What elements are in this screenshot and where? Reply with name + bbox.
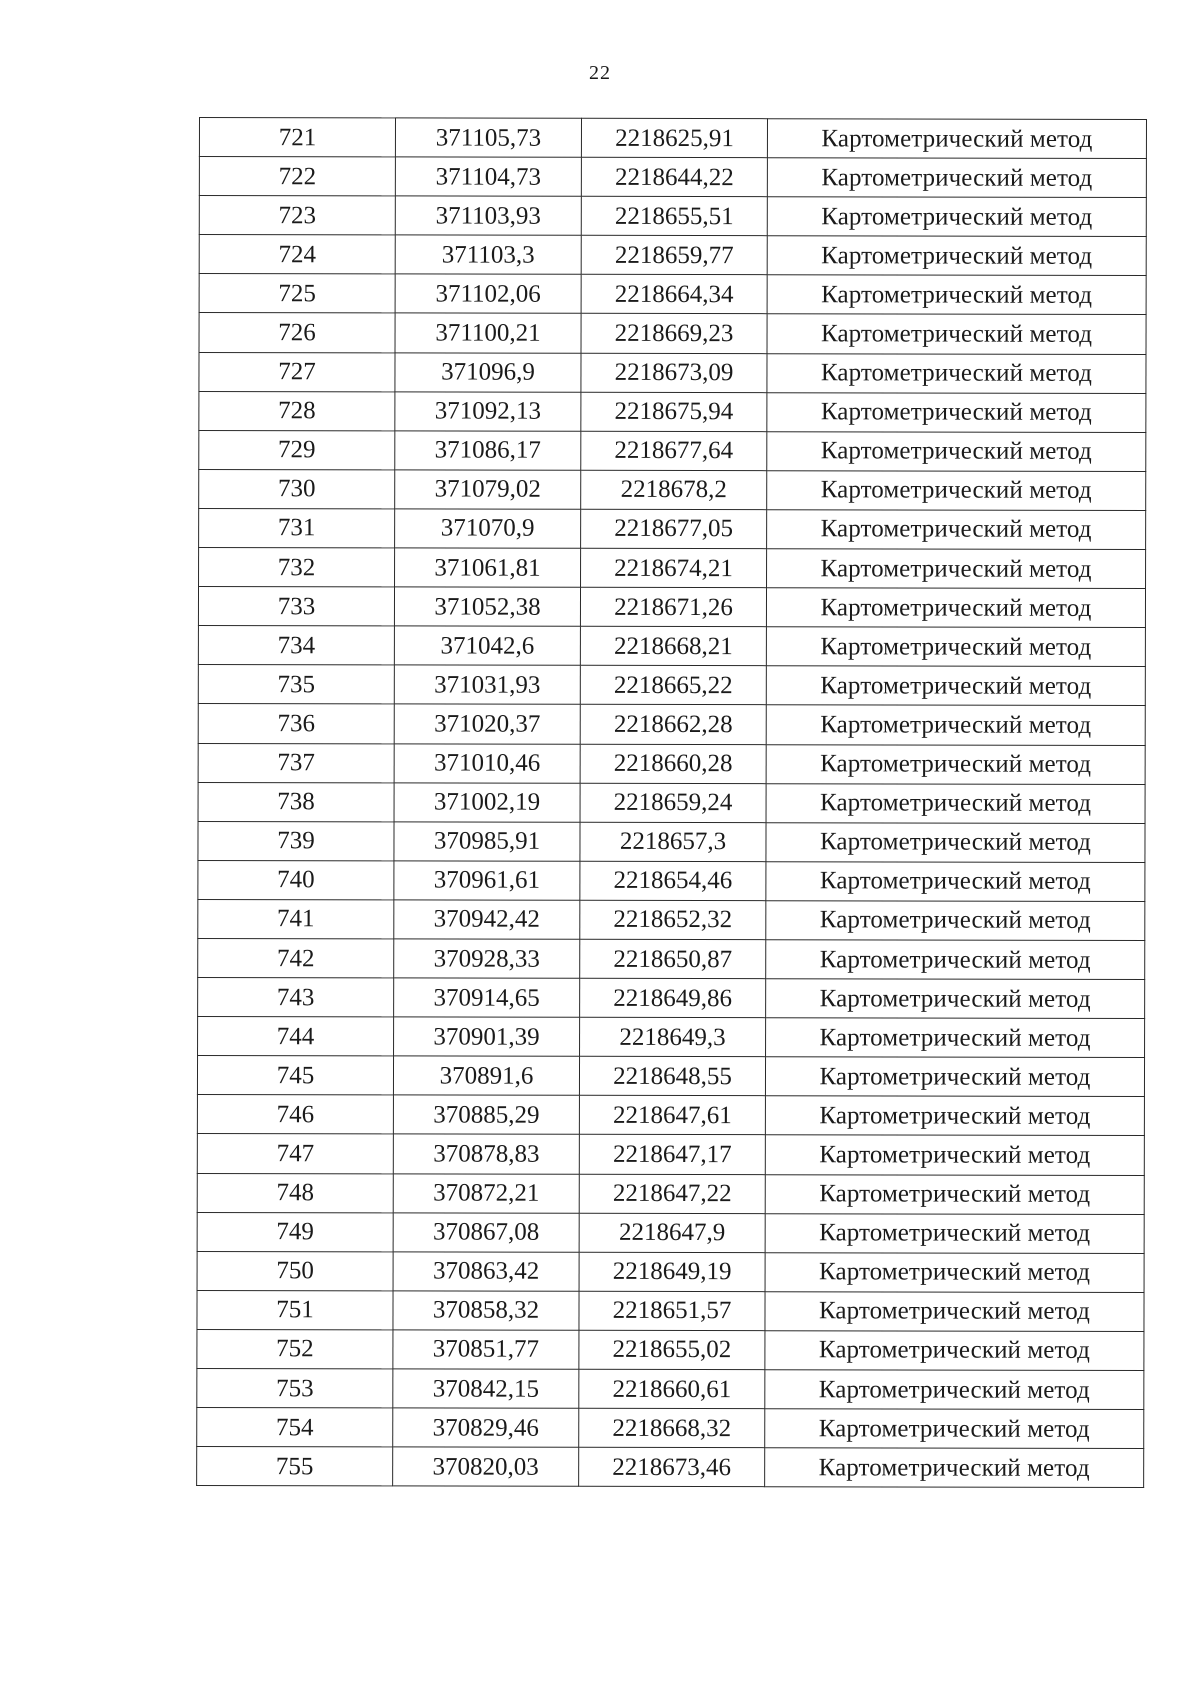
table-row [199, 430, 1146, 471]
y-coordinate-cell: 2218654,46 [580, 861, 766, 900]
x-coordinate-cell: 371092,13 [395, 392, 581, 431]
method-cell: Картометрический метод [765, 1135, 1144, 1175]
y-coordinate-cell: 2218665,22 [580, 666, 766, 705]
table-row [199, 508, 1146, 549]
x-coordinate-cell: 370914,65 [394, 978, 580, 1017]
method-cell: Картометрический метод [765, 1292, 1144, 1332]
table-row [199, 118, 1146, 159]
method-cell: Картометрический метод [765, 1174, 1144, 1214]
x-coordinate-cell: 370867,08 [393, 1213, 579, 1252]
y-coordinate-cell: 2218648,55 [579, 1057, 765, 1096]
x-coordinate-cell: 371103,3 [395, 235, 581, 274]
method-cell: Картометрический метод [766, 940, 1145, 980]
x-coordinate-cell: 370961,61 [394, 861, 580, 900]
method-cell: Картометрический метод [765, 1409, 1144, 1449]
coordinates-table-body [197, 118, 1147, 1488]
y-coordinate-cell: 2218668,21 [580, 627, 766, 666]
method-cell: Картометрический метод [767, 314, 1146, 354]
x-coordinate-cell: 371070,9 [395, 509, 581, 548]
method-cell: Картометрический метод [766, 588, 1145, 628]
point-number-cell: 742 [198, 938, 394, 978]
point-number-cell: 740 [198, 860, 394, 900]
table-row [198, 587, 1145, 628]
table-row [199, 235, 1146, 276]
table-row [197, 1212, 1144, 1253]
table-row [199, 352, 1146, 393]
table-row [197, 1056, 1144, 1097]
point-number-cell: 741 [198, 899, 394, 939]
y-coordinate-cell: 2218649,86 [580, 978, 766, 1017]
y-coordinate-cell: 2218668,32 [579, 1408, 765, 1447]
method-cell: Картометрический метод [767, 275, 1146, 315]
method-cell: Картометрический метод [765, 1331, 1144, 1371]
table-row [198, 1017, 1145, 1058]
x-coordinate-cell: 370858,32 [393, 1291, 579, 1330]
x-coordinate-cell: 371079,02 [395, 470, 581, 509]
y-coordinate-cell: 2218659,77 [581, 236, 767, 275]
method-cell: Картометрический метод [766, 979, 1145, 1019]
table-row [199, 274, 1146, 315]
point-number-cell: 746 [197, 1095, 393, 1135]
y-coordinate-cell: 2218677,05 [581, 509, 767, 548]
x-coordinate-cell: 370885,29 [393, 1095, 579, 1134]
table-row [198, 626, 1145, 667]
x-coordinate-cell: 370872,21 [393, 1173, 579, 1212]
method-cell: Картометрический метод [766, 901, 1145, 941]
method-cell: Картометрический метод [767, 158, 1146, 198]
method-cell: Картометрический метод [766, 666, 1145, 706]
method-cell: Картометрический метод [767, 197, 1146, 237]
method-cell: Картометрический метод [767, 119, 1146, 159]
point-number-cell: 727 [199, 352, 395, 392]
x-coordinate-cell: 371020,37 [394, 704, 580, 743]
x-coordinate-cell: 370901,39 [394, 1017, 580, 1056]
method-cell: Картометрический метод [767, 236, 1146, 276]
table-row [197, 1290, 1144, 1331]
method-cell: Картометрический метод [765, 1096, 1144, 1136]
point-number-cell: 752 [197, 1329, 393, 1369]
x-coordinate-cell: 371103,93 [395, 196, 581, 235]
y-coordinate-cell: 2218647,22 [579, 1174, 765, 1213]
x-coordinate-cell: 371086,17 [395, 431, 581, 470]
method-cell: Картометрический метод [765, 1448, 1144, 1488]
y-coordinate-cell: 2218662,28 [580, 705, 766, 744]
point-number-cell: 749 [197, 1212, 393, 1252]
point-number-cell: 738 [198, 782, 394, 822]
point-number-cell: 735 [198, 665, 394, 705]
page-number: 22 [589, 62, 611, 84]
point-number-cell: 734 [198, 626, 394, 666]
coordinates-table [196, 117, 1147, 1488]
table-row [197, 1329, 1144, 1370]
point-number-cell: 737 [198, 743, 394, 783]
x-coordinate-cell: 370842,15 [393, 1369, 579, 1408]
method-cell: Картометрический метод [765, 1213, 1144, 1253]
method-cell: Картометрический метод [765, 1057, 1144, 1097]
table-row [197, 1251, 1144, 1292]
table-row [198, 782, 1145, 823]
y-coordinate-cell: 2218674,21 [581, 548, 767, 587]
method-cell: Картометрический метод [766, 744, 1145, 784]
y-coordinate-cell: 2218655,51 [581, 196, 767, 235]
x-coordinate-cell: 371010,46 [394, 743, 580, 782]
y-coordinate-cell: 2218660,61 [579, 1369, 765, 1408]
x-coordinate-cell: 370851,77 [393, 1330, 579, 1369]
y-coordinate-cell: 2218647,17 [579, 1135, 765, 1174]
point-number-cell: 755 [197, 1447, 393, 1487]
x-coordinate-cell: 371052,38 [394, 587, 580, 626]
table-row [198, 665, 1145, 706]
table-row [197, 1447, 1144, 1488]
y-coordinate-cell: 2218651,57 [579, 1291, 765, 1330]
x-coordinate-cell: 371102,06 [395, 274, 581, 313]
y-coordinate-cell: 2218649,19 [579, 1252, 765, 1291]
method-cell: Картометрический метод [767, 353, 1146, 393]
table-row [198, 743, 1145, 784]
method-cell: Картометрический метод [766, 705, 1145, 745]
point-number-cell: 744 [198, 1017, 394, 1057]
point-number-cell: 732 [199, 548, 395, 588]
point-number-cell: 730 [199, 469, 395, 509]
point-number-cell: 731 [199, 508, 395, 548]
x-coordinate-cell: 371031,93 [394, 665, 580, 704]
x-coordinate-cell: 370820,03 [393, 1447, 579, 1486]
table-row [199, 313, 1146, 354]
table-row [197, 1095, 1144, 1136]
y-coordinate-cell: 2218647,61 [579, 1096, 765, 1135]
point-number-cell: 736 [198, 704, 394, 744]
table-row [198, 978, 1145, 1019]
x-coordinate-cell: 370891,6 [393, 1056, 579, 1095]
point-number-cell: 725 [199, 274, 395, 314]
method-cell: Картометрический метод [765, 1370, 1144, 1410]
table-row [199, 469, 1146, 510]
point-number-cell: 745 [197, 1056, 393, 1096]
point-number-cell: 723 [199, 196, 395, 236]
y-coordinate-cell: 2218650,87 [580, 939, 766, 978]
point-number-cell: 747 [197, 1134, 393, 1174]
y-coordinate-cell: 2218660,28 [580, 744, 766, 783]
y-coordinate-cell: 2218671,26 [580, 587, 766, 626]
y-coordinate-cell: 2218647,9 [579, 1213, 765, 1252]
method-cell: Картометрический метод [767, 471, 1146, 511]
table-row [199, 157, 1146, 198]
y-coordinate-cell: 2218678,2 [581, 470, 767, 509]
table-row [198, 938, 1145, 979]
y-coordinate-cell: 2218644,22 [581, 157, 767, 196]
y-coordinate-cell: 2218657,3 [580, 822, 766, 861]
x-coordinate-cell: 371104,73 [395, 157, 581, 196]
table-row [197, 1173, 1144, 1214]
method-cell: Картометрический метод [766, 861, 1145, 901]
x-coordinate-cell: 370985,91 [394, 822, 580, 861]
point-number-cell: 729 [199, 430, 395, 470]
x-coordinate-cell: 370928,33 [394, 939, 580, 978]
method-cell: Картометрический метод [767, 431, 1146, 471]
table-row [198, 704, 1145, 745]
x-coordinate-cell: 371105,73 [395, 118, 581, 157]
table-row [197, 1134, 1144, 1175]
x-coordinate-cell: 371061,81 [395, 548, 581, 587]
method-cell: Картометрический метод [766, 627, 1145, 667]
point-number-cell: 721 [199, 118, 395, 158]
table-row [198, 860, 1145, 901]
point-number-cell: 728 [199, 391, 395, 431]
y-coordinate-cell: 2218677,64 [581, 431, 767, 470]
table-row [197, 1408, 1144, 1449]
table-row [199, 391, 1146, 432]
x-coordinate-cell: 370878,83 [393, 1134, 579, 1173]
point-number-cell: 722 [199, 157, 395, 197]
point-number-cell: 753 [197, 1368, 393, 1408]
table-row [199, 196, 1146, 237]
x-coordinate-cell: 370829,46 [393, 1408, 579, 1447]
point-number-cell: 748 [197, 1173, 393, 1213]
point-number-cell: 733 [198, 587, 394, 627]
y-coordinate-cell: 2218655,02 [579, 1330, 765, 1369]
table-row [198, 821, 1145, 862]
y-coordinate-cell: 2218649,3 [580, 1017, 766, 1056]
point-number-cell: 751 [197, 1290, 393, 1330]
point-number-cell: 743 [198, 978, 394, 1018]
x-coordinate-cell: 371002,19 [394, 783, 580, 822]
method-cell: Картометрический метод [766, 783, 1145, 823]
table-row [198, 899, 1145, 940]
y-coordinate-cell: 2218673,09 [581, 353, 767, 392]
y-coordinate-cell: 2218652,32 [580, 900, 766, 939]
method-cell: Картометрический метод [765, 1252, 1144, 1292]
table-row [197, 1368, 1144, 1409]
point-number-cell: 726 [199, 313, 395, 353]
x-coordinate-cell: 370863,42 [393, 1252, 579, 1291]
x-coordinate-cell: 370942,42 [394, 900, 580, 939]
method-cell: Картометрический метод [766, 1018, 1145, 1058]
table-row [199, 548, 1146, 589]
point-number-cell: 739 [198, 821, 394, 861]
point-number-cell: 750 [197, 1251, 393, 1291]
y-coordinate-cell: 2218664,34 [581, 275, 767, 314]
method-cell: Картометрический метод [767, 392, 1146, 432]
x-coordinate-cell: 371096,9 [395, 352, 581, 391]
point-number-cell: 724 [199, 235, 395, 275]
method-cell: Картометрический метод [766, 822, 1145, 862]
point-number-cell: 754 [197, 1408, 393, 1448]
y-coordinate-cell: 2218659,24 [580, 783, 766, 822]
y-coordinate-cell: 2218625,91 [581, 118, 767, 157]
method-cell: Картометрический метод [767, 549, 1146, 589]
y-coordinate-cell: 2218673,46 [579, 1447, 765, 1486]
y-coordinate-cell: 2218669,23 [581, 314, 767, 353]
method-cell: Картометрический метод [767, 510, 1146, 550]
x-coordinate-cell: 371100,21 [395, 313, 581, 352]
x-coordinate-cell: 371042,6 [394, 626, 580, 665]
y-coordinate-cell: 2218675,94 [581, 392, 767, 431]
